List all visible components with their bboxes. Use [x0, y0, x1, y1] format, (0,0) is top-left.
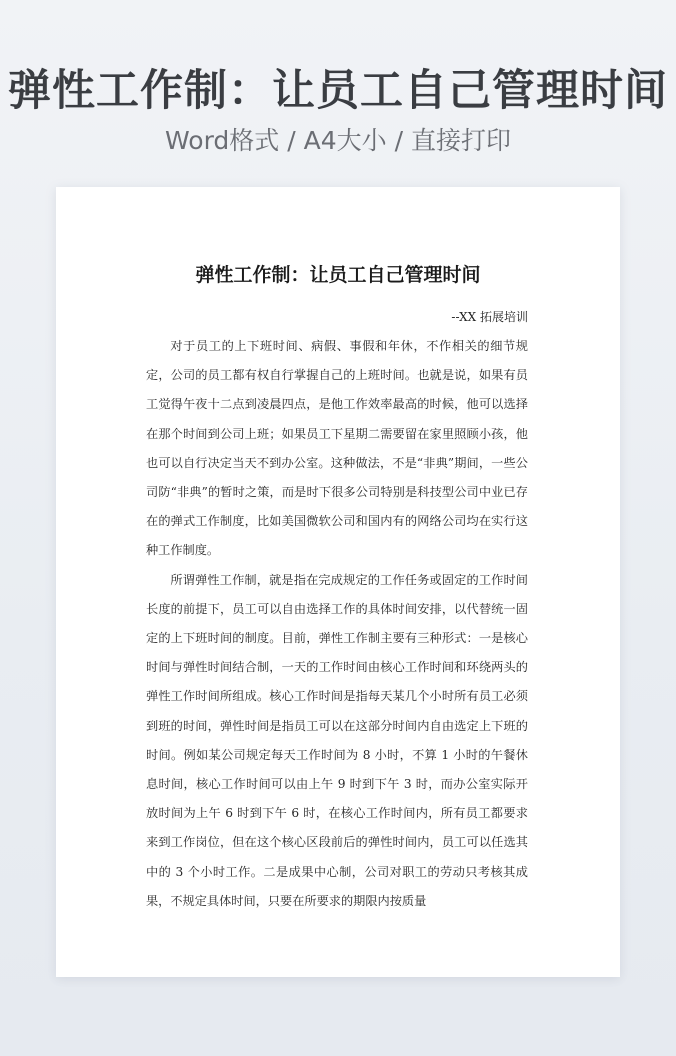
paragraph: 对于员工的上下班时间、病假、事假和年休，不作相关的细节规定，公司的员工都有权自行掌握自己的上班时间。也就是说，如果有员工觉得午夜十二点到凌晨四点，是他工作效率最高的时候，他可以选择在那个时间到公司上班；如果员工下星期二需要留在家里照顾小孩，他也可以自行决定当天不到办公室。这种做法，不是“非典”期间，一些公司防“非典”的暂时之策，而是时下很多公司特别是科技型公司中业已存在的弹式工作制度，比如美国微软公司和国内有的网络公司均在实行这种工作制度。: [146, 339, 528, 558]
banner-subtitle: Word格式 / A4大小 / 直接打印: [165, 126, 511, 155]
document-title: 弹性工作制：让员工自己管理时间: [195, 264, 481, 286]
document-page: [56, 187, 620, 977]
document-body: [146, 332, 528, 916]
promo-banner: [0, 62, 676, 158]
document-author: --XX 拓展培训: [451, 310, 528, 324]
banner-title: 弹性工作制：让员工自己管理时间: [8, 66, 668, 116]
paragraph: 所谓弹性工作制，就是指在完成规定的工作任务或固定的工作时间长度的前提下，员工可以自由选择工作的具体时间安排，以代替统一固定的上下班时间的制度。目前，弹性工作制主要有三种形式：一是核心时间与弹性时间结合制，一天的工作时间由核心工作时间和环绕两头的弹性工作时间所组成。核心工作时间是指每天某几个小时所有员工必须到班的时间，弹性时间是指员工可以在这部分时间内自由选定上下班的时间。例如某公司规定每天工作时间为 8 小时，不算 1 小时的午餐休息时间，核心工作时间可以由上午 9 时到下午 3 时，而办公室实际开放时间为上午 6 时到下午 6 时，在核心工作时间内，所有员工都要求来到工作岗位，但在这个核心区段前后的弹性时间内，员工可以任选其中的 3 个小时工作。二是成果中心制，公司对职工的劳动只考核其成果，不规定具体时间，只要在所要求的期限内按质量: [146, 572, 528, 908]
